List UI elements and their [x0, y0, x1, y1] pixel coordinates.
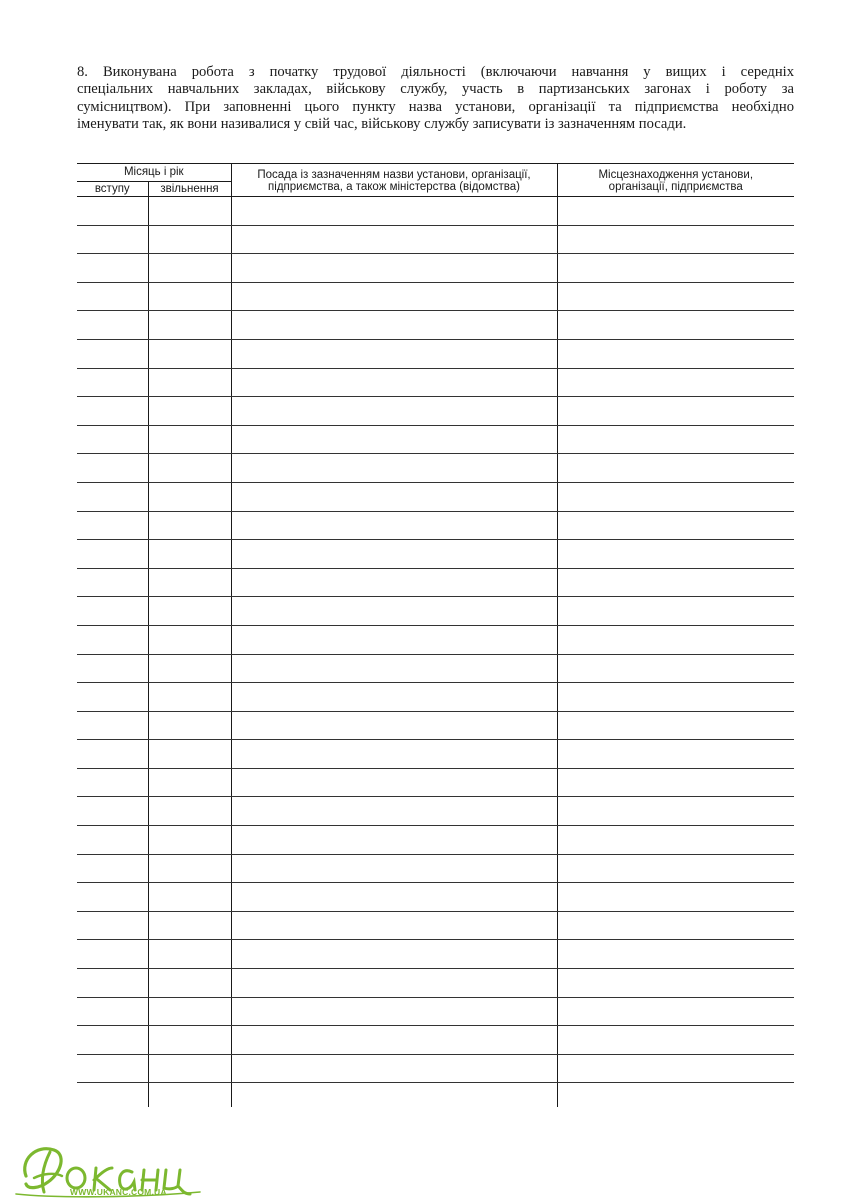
- table-row: [77, 683, 794, 712]
- table-row: [77, 911, 794, 940]
- cell-location[interactable]: [557, 540, 794, 569]
- table-row: [77, 339, 794, 368]
- cell-dismissal[interactable]: [148, 339, 231, 368]
- cell-position[interactable]: [231, 997, 557, 1026]
- cell-dismissal[interactable]: [148, 854, 231, 883]
- cell-entry[interactable]: [77, 482, 148, 511]
- cell-position[interactable]: [231, 854, 557, 883]
- cell-entry[interactable]: [77, 254, 148, 283]
- cell-location[interactable]: [557, 654, 794, 683]
- cell-entry[interactable]: [77, 511, 148, 540]
- header-location: [557, 164, 794, 197]
- cell-location[interactable]: [557, 1026, 794, 1055]
- cell-dismissal[interactable]: [148, 683, 231, 712]
- cell-location[interactable]: [557, 625, 794, 654]
- cell-entry[interactable]: [77, 397, 148, 426]
- cell-location[interactable]: [557, 511, 794, 540]
- cell-location[interactable]: [557, 568, 794, 597]
- cell-position[interactable]: [231, 1054, 557, 1083]
- work-history-table: [77, 163, 794, 1107]
- cell-location[interactable]: [557, 826, 794, 855]
- cell-dismissal[interactable]: [148, 568, 231, 597]
- cell-dismissal[interactable]: [148, 711, 231, 740]
- cell-entry[interactable]: [77, 454, 148, 483]
- cell-entry[interactable]: [77, 940, 148, 969]
- cell-location[interactable]: [557, 482, 794, 511]
- cell-entry[interactable]: [77, 740, 148, 769]
- table-row: [77, 1054, 794, 1083]
- table-row: [77, 568, 794, 597]
- cell-location[interactable]: [557, 397, 794, 426]
- cell-location[interactable]: [557, 711, 794, 740]
- cell-location[interactable]: [557, 883, 794, 912]
- cell-dismissal[interactable]: [148, 969, 231, 998]
- cell-position[interactable]: [231, 311, 557, 340]
- table-row: [77, 797, 794, 826]
- table-row: [77, 969, 794, 998]
- table-row: [77, 511, 794, 540]
- intro-paragraph: [77, 64, 794, 134]
- cell-entry[interactable]: [77, 1054, 148, 1083]
- header-dismissal: звільнення: [148, 182, 231, 197]
- cell-dismissal[interactable]: [148, 1026, 231, 1055]
- intro-line: 8. Виконувана робота з початку трудової діяльності (включаючи навчання у вищих і середніх: [77, 64, 794, 80]
- cell-position[interactable]: [231, 826, 557, 855]
- cell-position[interactable]: [231, 282, 557, 311]
- cell-dismissal[interactable]: [148, 911, 231, 940]
- cell-position[interactable]: [231, 254, 557, 283]
- cell-position[interactable]: [231, 1026, 557, 1055]
- cell-dismissal[interactable]: [148, 482, 231, 511]
- cell-entry[interactable]: [77, 540, 148, 569]
- header-position-line1: Посада із зазначенням назви установи, організації,: [257, 168, 531, 181]
- cell-dismissal[interactable]: [148, 797, 231, 826]
- table-row: [77, 1083, 794, 1108]
- cell-position[interactable]: [231, 740, 557, 769]
- table-row: [77, 711, 794, 740]
- cell-position[interactable]: [231, 197, 557, 226]
- cell-position[interactable]: [231, 969, 557, 998]
- cell-entry[interactable]: [77, 883, 148, 912]
- cell-entry[interactable]: [77, 339, 148, 368]
- cell-dismissal[interactable]: [148, 368, 231, 397]
- cell-position[interactable]: [231, 568, 557, 597]
- table-row: [77, 740, 794, 769]
- cell-location[interactable]: [557, 683, 794, 712]
- cell-entry[interactable]: [77, 854, 148, 883]
- cell-entry[interactable]: [77, 911, 148, 940]
- cell-position[interactable]: [231, 511, 557, 540]
- cell-dismissal[interactable]: [148, 511, 231, 540]
- table-body: [77, 197, 794, 1108]
- cell-location[interactable]: [557, 282, 794, 311]
- table-header-row: [77, 164, 794, 182]
- table-row: [77, 254, 794, 283]
- cell-dismissal[interactable]: [148, 197, 231, 226]
- cell-entry[interactable]: [77, 654, 148, 683]
- cell-location[interactable]: [557, 339, 794, 368]
- cell-entry[interactable]: [77, 997, 148, 1026]
- cell-dismissal[interactable]: [148, 625, 231, 654]
- cell-location[interactable]: [557, 597, 794, 626]
- cell-position[interactable]: [231, 625, 557, 654]
- cell-position[interactable]: [231, 425, 557, 454]
- cell-dismissal[interactable]: [148, 1083, 231, 1108]
- table-row: [77, 940, 794, 969]
- table-row: [77, 597, 794, 626]
- cell-position[interactable]: [231, 683, 557, 712]
- cell-dismissal[interactable]: [148, 425, 231, 454]
- cell-entry[interactable]: [77, 197, 148, 226]
- cell-entry[interactable]: [77, 826, 148, 855]
- cell-position[interactable]: [231, 339, 557, 368]
- table-row: [77, 311, 794, 340]
- cell-dismissal[interactable]: [148, 654, 231, 683]
- cell-location[interactable]: [557, 1054, 794, 1083]
- table-row: [77, 425, 794, 454]
- cell-location[interactable]: [557, 254, 794, 283]
- intro-line: іменувати так, як вони називалися у свій час, військову службу записувати із зазначенням посади.: [77, 116, 687, 133]
- table-row: [77, 997, 794, 1026]
- cell-position[interactable]: [231, 654, 557, 683]
- table-row: [77, 197, 794, 226]
- cell-dismissal[interactable]: [148, 254, 231, 283]
- table-row: [77, 282, 794, 311]
- table-row: [77, 397, 794, 426]
- table-row: [77, 225, 794, 254]
- cell-position[interactable]: [231, 482, 557, 511]
- cell-dismissal[interactable]: [148, 225, 231, 254]
- cell-dismissal[interactable]: [148, 997, 231, 1026]
- cell-location[interactable]: [557, 997, 794, 1026]
- cell-dismissal[interactable]: [148, 540, 231, 569]
- cell-location[interactable]: [557, 197, 794, 226]
- table-row: [77, 540, 794, 569]
- table-row: [77, 768, 794, 797]
- cell-dismissal[interactable]: [148, 740, 231, 769]
- cell-entry[interactable]: [77, 711, 148, 740]
- cell-location[interactable]: [557, 854, 794, 883]
- cell-dismissal[interactable]: [148, 768, 231, 797]
- cell-entry[interactable]: [77, 368, 148, 397]
- cell-entry[interactable]: [77, 797, 148, 826]
- cell-dismissal[interactable]: [148, 940, 231, 969]
- intro-line: спеціальних навчальних закладах, військову службу, участь в партизанських загонах і роботу за: [77, 81, 794, 98]
- cell-position[interactable]: [231, 797, 557, 826]
- cell-entry[interactable]: [77, 311, 148, 340]
- header-location-line2: організації, підприємства: [608, 181, 743, 193]
- cell-position[interactable]: [231, 1083, 557, 1108]
- cell-location[interactable]: [557, 797, 794, 826]
- cell-entry[interactable]: [77, 625, 148, 654]
- intro-line: сумісництвом). При заповненні цього пункту назва установи, організації та підприємства необхідно: [77, 98, 794, 115]
- cell-location[interactable]: [557, 1083, 794, 1108]
- cell-position[interactable]: [231, 540, 557, 569]
- cell-position[interactable]: [231, 225, 557, 254]
- header-location-line1: Місцезнаходження установи,: [598, 168, 754, 181]
- table-row: [77, 883, 794, 912]
- cell-dismissal[interactable]: [148, 597, 231, 626]
- cell-position[interactable]: [231, 597, 557, 626]
- cell-position[interactable]: [231, 368, 557, 397]
- cell-location[interactable]: [557, 311, 794, 340]
- cell-position[interactable]: [231, 454, 557, 483]
- table-row: [77, 1026, 794, 1055]
- cell-entry[interactable]: [77, 1083, 148, 1108]
- table-row: [77, 482, 794, 511]
- table-row: [77, 654, 794, 683]
- cell-dismissal[interactable]: [148, 282, 231, 311]
- header-position: [231, 164, 557, 197]
- cell-location[interactable]: [557, 740, 794, 769]
- cell-dismissal[interactable]: [148, 454, 231, 483]
- cell-dismissal[interactable]: [148, 1054, 231, 1083]
- cell-location[interactable]: [557, 969, 794, 998]
- table-row: [77, 826, 794, 855]
- cell-location[interactable]: [557, 940, 794, 969]
- cell-entry[interactable]: [77, 683, 148, 712]
- cell-entry[interactable]: [77, 597, 148, 626]
- cell-position[interactable]: [231, 911, 557, 940]
- cell-position[interactable]: [231, 711, 557, 740]
- table-row: [77, 854, 794, 883]
- cell-location[interactable]: [557, 768, 794, 797]
- table-row: [77, 368, 794, 397]
- cell-entry[interactable]: [77, 768, 148, 797]
- logo-url: WWW.UKANC.COM.UA: [70, 1187, 167, 1197]
- header-entry: вступу: [77, 182, 148, 197]
- cell-dismissal[interactable]: [148, 826, 231, 855]
- cell-location[interactable]: [557, 425, 794, 454]
- cell-entry[interactable]: [77, 225, 148, 254]
- table-row: [77, 625, 794, 654]
- cell-entry[interactable]: [77, 568, 148, 597]
- cell-location[interactable]: [557, 225, 794, 254]
- cell-dismissal[interactable]: [148, 397, 231, 426]
- cell-location[interactable]: [557, 368, 794, 397]
- cell-entry[interactable]: [77, 969, 148, 998]
- cell-entry[interactable]: [77, 425, 148, 454]
- cell-dismissal[interactable]: [148, 311, 231, 340]
- cell-location[interactable]: [557, 911, 794, 940]
- cell-position[interactable]: [231, 397, 557, 426]
- cell-position[interactable]: [231, 883, 557, 912]
- cell-position[interactable]: [231, 940, 557, 969]
- header-month-year: Місяць і рік: [77, 164, 231, 182]
- table-row: [77, 454, 794, 483]
- header-position-line2: підприємства, а також міністерства (відомства): [268, 181, 520, 193]
- cell-entry[interactable]: [77, 1026, 148, 1055]
- cell-entry[interactable]: [77, 282, 148, 311]
- cell-location[interactable]: [557, 454, 794, 483]
- cell-dismissal[interactable]: [148, 883, 231, 912]
- cell-position[interactable]: [231, 768, 557, 797]
